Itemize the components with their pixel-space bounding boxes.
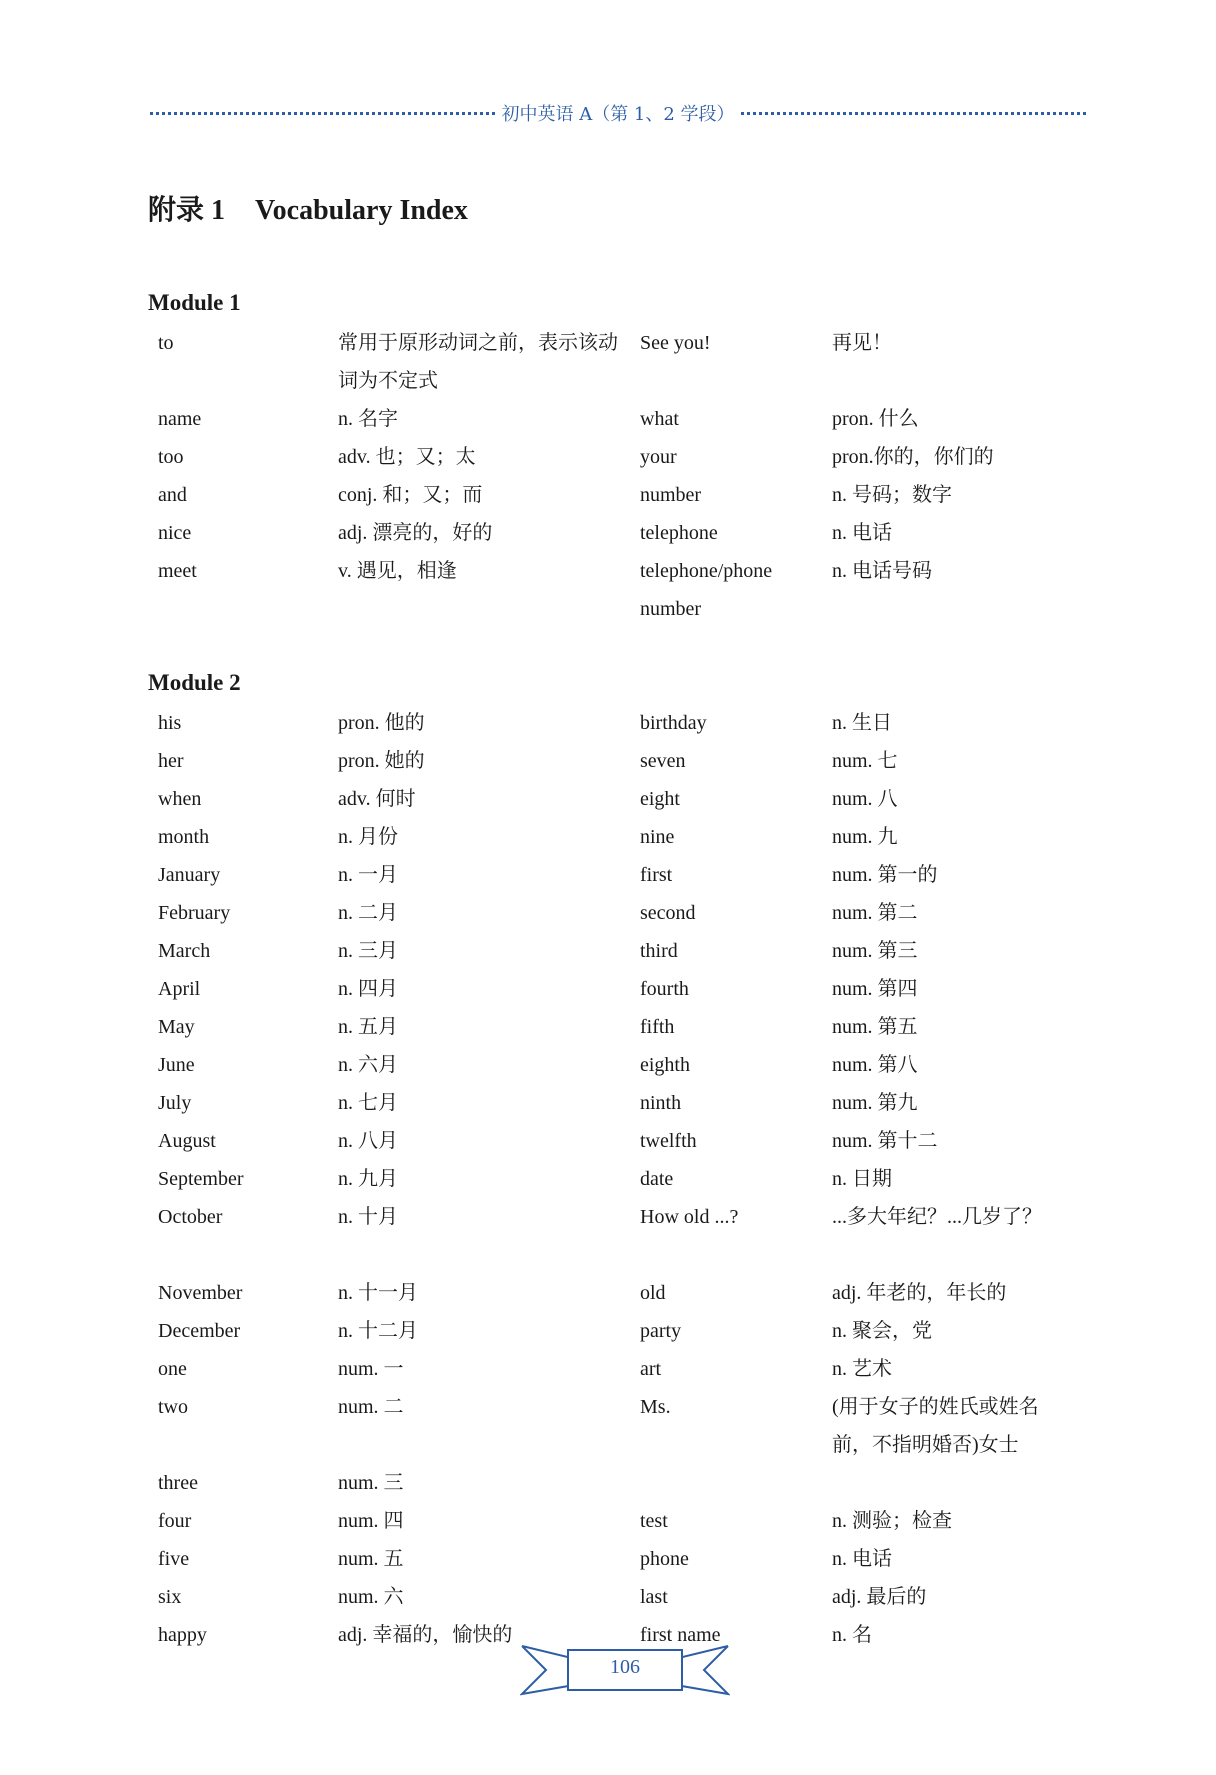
word: her xyxy=(158,750,184,772)
definition: n. 聚会，党 xyxy=(832,1320,932,1342)
word: your xyxy=(640,446,677,468)
word: birthday xyxy=(640,712,707,734)
word: four xyxy=(158,1510,192,1532)
definition: num. 第九 xyxy=(832,1092,918,1114)
definition: n. 一月 xyxy=(338,864,398,886)
word: December xyxy=(158,1320,241,1342)
definition: num. 第三 xyxy=(832,940,918,962)
word xyxy=(630,1464,822,1502)
definition: 再见！ xyxy=(832,332,892,354)
vocab-row xyxy=(148,894,1068,932)
header-dotted-rule-right xyxy=(741,112,1086,115)
definition: n. 二月 xyxy=(338,902,398,924)
word: when xyxy=(158,788,202,810)
vocab-row xyxy=(148,818,1068,856)
definition: n. 五月 xyxy=(338,1016,398,1038)
definition: n. 七月 xyxy=(338,1092,398,1114)
vocab-row xyxy=(148,704,1068,742)
vocab-row xyxy=(148,438,1068,476)
vocab-row xyxy=(148,1008,1068,1046)
definition: adv. 何时 xyxy=(338,788,416,810)
definition: n. 生日 xyxy=(832,712,892,734)
word: month xyxy=(158,826,210,848)
header-title: 初中英语 A（第 1、2 学段） xyxy=(501,104,735,125)
word: fifth xyxy=(640,1016,675,1038)
word: February xyxy=(158,902,231,924)
word: September xyxy=(158,1168,244,1190)
definition: pron. 她的 xyxy=(338,750,425,772)
header-dotted-rule-left xyxy=(150,112,495,115)
definition: adv. 也；又；太 xyxy=(338,446,476,468)
word: first name xyxy=(640,1624,721,1646)
word: to xyxy=(158,332,174,354)
word: third xyxy=(640,940,678,962)
module-1-section xyxy=(148,290,1068,628)
definition: n. 四月 xyxy=(338,978,398,1000)
vocab-row xyxy=(148,1350,1068,1388)
vocab-row xyxy=(148,780,1068,818)
word: six xyxy=(158,1586,182,1608)
word: October xyxy=(158,1206,223,1228)
definition: num. 第一的 xyxy=(832,864,938,886)
definition: n. 测验；检查 xyxy=(832,1510,952,1532)
word: number xyxy=(640,484,702,506)
appendix-title: Vocabulary Index xyxy=(255,195,468,226)
vocab-row xyxy=(148,1084,1068,1122)
definition: n. 号码；数字 xyxy=(832,484,952,506)
definition: n. 月份 xyxy=(338,826,398,848)
page-number-badge xyxy=(520,1638,730,1698)
definition: n. 三月 xyxy=(338,940,398,962)
vocab-row xyxy=(148,552,1068,628)
word: May xyxy=(158,1016,195,1038)
definition: adj. 年老的，年长的 xyxy=(832,1282,1007,1304)
word: first xyxy=(640,864,673,886)
word: fourth xyxy=(640,978,689,1000)
definition: num. 第四 xyxy=(832,978,918,1000)
definition: n. 电话号码 xyxy=(832,560,932,582)
vocab-row xyxy=(148,1160,1068,1198)
definition: pron.你的，你们的 xyxy=(832,446,994,468)
definition: n. 日期 xyxy=(832,1168,892,1190)
word: August xyxy=(158,1130,216,1152)
definition: n. 九月 xyxy=(338,1168,398,1190)
vocab-row xyxy=(148,970,1068,1008)
word: March xyxy=(158,940,211,962)
word: ninth xyxy=(640,1092,682,1114)
vocab-row xyxy=(148,1198,1068,1274)
vocab-row xyxy=(148,1502,1068,1540)
definition: adj. 幸福的，愉快的 xyxy=(338,1624,513,1646)
definition: adj. 最后的 xyxy=(832,1586,927,1608)
word: nice xyxy=(158,522,192,544)
word: telephone/phone number xyxy=(640,560,773,620)
definition: n. 六月 xyxy=(338,1054,398,1076)
definition: n. 名 xyxy=(832,1624,872,1646)
word: meet xyxy=(158,560,197,582)
page-title xyxy=(148,188,468,228)
definition: num. 七 xyxy=(832,750,898,772)
definition: num. 九 xyxy=(832,826,898,848)
word: date xyxy=(640,1168,674,1190)
definition: n. 电话 xyxy=(832,1548,892,1570)
word: test xyxy=(640,1510,668,1532)
module-title: Module 2 xyxy=(148,670,241,695)
vocab-row xyxy=(148,1274,1068,1312)
vocab-row xyxy=(148,1388,1068,1464)
word: nine xyxy=(640,826,675,848)
vocab-row xyxy=(148,324,1068,400)
appendix-number: 附录 1 xyxy=(148,195,226,226)
vocab-row xyxy=(148,400,1068,438)
vocab-row xyxy=(148,476,1068,514)
word: five xyxy=(158,1548,190,1570)
word: phone xyxy=(640,1548,689,1570)
vocab-row xyxy=(148,932,1068,970)
definition: v. 遇见，相逢 xyxy=(338,560,457,582)
vocab-row xyxy=(148,856,1068,894)
definition: n. 艺术 xyxy=(832,1358,892,1380)
definition: num. 三 xyxy=(338,1472,404,1494)
definition: n. 电话 xyxy=(832,522,892,544)
definition: num. 四 xyxy=(338,1510,404,1532)
definition: num. 二 xyxy=(338,1396,404,1418)
word: second xyxy=(640,902,696,924)
word: art xyxy=(640,1358,662,1380)
word: one xyxy=(158,1358,187,1380)
vocab-row xyxy=(148,1122,1068,1160)
word: last xyxy=(640,1586,668,1608)
word: too xyxy=(158,446,184,468)
definition: n. 十二月 xyxy=(338,1320,418,1342)
definition: num. 六 xyxy=(338,1586,404,1608)
word: his xyxy=(158,712,182,734)
word: November xyxy=(158,1282,243,1304)
definition: n. 十月 xyxy=(338,1206,398,1228)
definition: num. 第十二 xyxy=(832,1130,938,1152)
definition: num. 五 xyxy=(338,1548,404,1570)
vocab-row xyxy=(148,742,1068,780)
definition: n. 八月 xyxy=(338,1130,398,1152)
word: eighth xyxy=(640,1054,690,1076)
word: what xyxy=(640,408,679,430)
vocab-row xyxy=(148,514,1068,552)
word: July xyxy=(158,1092,192,1114)
definition: (用于女子的姓氏或姓名前，不指明婚否)女士 xyxy=(832,1396,1039,1456)
running-header xyxy=(150,98,1086,128)
page-number: 106 xyxy=(610,1656,640,1678)
word: name xyxy=(158,408,202,430)
definition: num. 八 xyxy=(832,788,898,810)
module-2-section xyxy=(148,670,1068,1654)
vocab-row xyxy=(148,1312,1068,1350)
word: eight xyxy=(640,788,680,810)
word: See you! xyxy=(640,332,711,354)
word: happy xyxy=(158,1624,207,1646)
definition: num. 第八 xyxy=(832,1054,918,1076)
word: June xyxy=(158,1054,195,1076)
word: How old ...? xyxy=(640,1206,739,1228)
definition: pron. 他的 xyxy=(338,712,425,734)
definition xyxy=(822,1464,1058,1502)
definition: n. 十一月 xyxy=(338,1282,418,1304)
definition: pron. 什么 xyxy=(832,408,919,430)
word: seven xyxy=(640,750,686,772)
word: twelfth xyxy=(640,1130,697,1152)
word: and xyxy=(158,484,187,506)
definition: adj. 漂亮的，好的 xyxy=(338,522,493,544)
vocab-row xyxy=(148,1578,1068,1616)
word: old xyxy=(640,1282,666,1304)
module-title: Module 1 xyxy=(148,290,241,315)
definition: n. 名字 xyxy=(338,408,398,430)
word: party xyxy=(640,1320,682,1342)
definition: conj. 和；又；而 xyxy=(338,484,483,506)
word: telephone xyxy=(640,522,718,544)
vocab-row xyxy=(148,1540,1068,1578)
vocab-row xyxy=(148,1464,1068,1502)
word: April xyxy=(158,978,201,1000)
definition: num. 第五 xyxy=(832,1016,918,1038)
word: Ms. xyxy=(640,1396,671,1418)
definition: 常用于原形动词之前，表示该动词为不定式 xyxy=(338,332,618,392)
definition: num. 一 xyxy=(338,1358,404,1380)
definition: num. 第二 xyxy=(832,902,918,924)
definition: ...多大年纪？...几岁了？ xyxy=(832,1206,1042,1228)
word: January xyxy=(158,864,221,886)
word: two xyxy=(158,1396,188,1418)
vocab-row xyxy=(148,1046,1068,1084)
word: three xyxy=(158,1472,198,1494)
